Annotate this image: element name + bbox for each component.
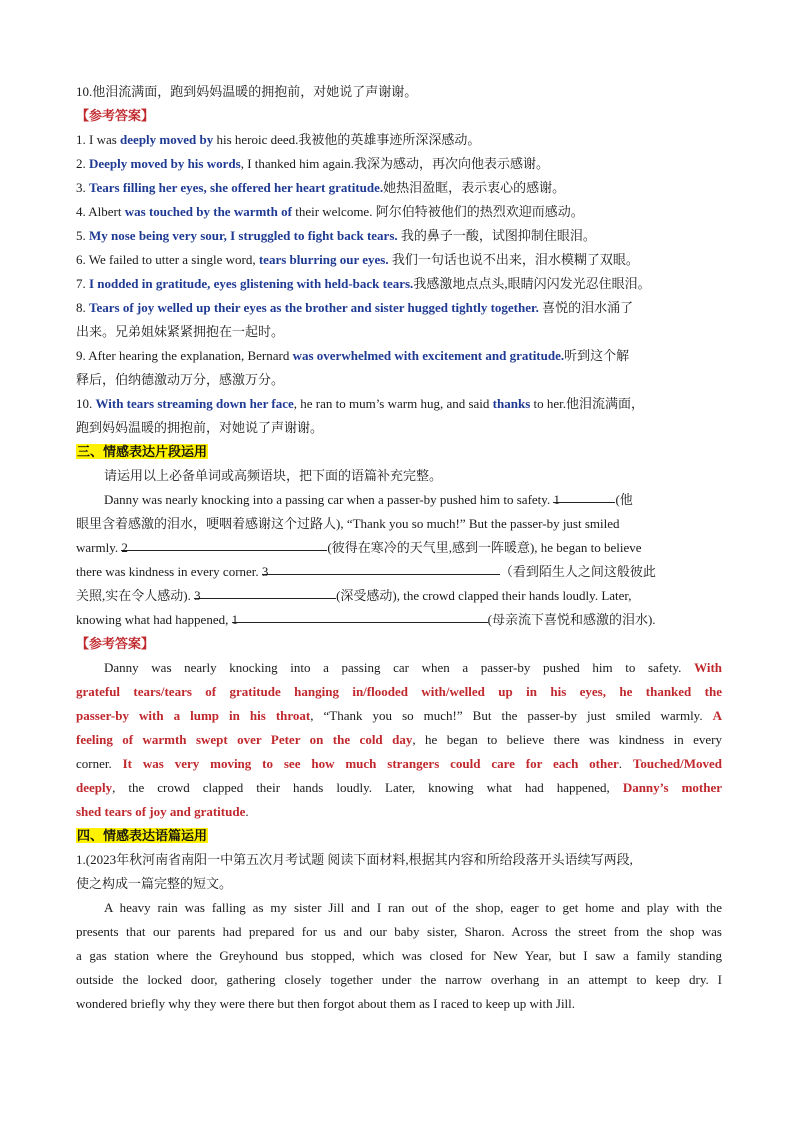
section-3-instruction: 请运用以上必备单词或高频语块，把下面的语篇补充完整。 xyxy=(104,468,443,483)
answer-4: 4. Albert was touched by the warmth of their welcome. 阿尔伯特被他们的热烈欢迎而感动。 xyxy=(76,204,584,219)
passage-line-6: knowing what had happened, 1 (母亲流下喜悦和感激的泪水). xyxy=(76,608,722,632)
passage-line-2: 眼里含着感激的泪水，哽咽着感谢这个过路人), “Thank you so much!” But the passer-by just smiled xyxy=(76,516,620,531)
answer-8-cont: 出来。兄弟姐妹紧紧拥抱在一起时。 xyxy=(76,324,285,339)
answer-passage-7: shed tears of joy and gratitude. xyxy=(76,804,249,819)
answer-6: 6. We failed to utter a single word, tears blurring our eyes. 我们一句话也说不出来，泪水模糊了双眼。 xyxy=(76,252,639,267)
passage-line-4: there was kindness in every corner. 3 （看到陌生人之间这般彼此 xyxy=(76,560,722,584)
answer-9: 9. After hearing the explanation, Bernard was overwhelmed with excitement and gratitude.听到这个解 xyxy=(76,348,630,363)
story-line-5: wondered briefly why they were there but then forgot about them as I raced to keep up with Jill. xyxy=(76,996,576,1011)
passage-line-5: 关照,实在令人感动). 3 (深受感动), the crowd clapped their hands loudly. Later, xyxy=(76,584,722,608)
story-line-3: a gas station where the Greyhound bus stopped, which was closed for New Year, but I saw a family standing xyxy=(76,948,722,963)
answer-passage-4: feeling of warmth swept over Peter on the cold day, he began to believe there was kindness in every xyxy=(76,732,723,747)
section-4-question-1: 1.(2023年秋河南省南阳一中第五次月考试题 阅读下面材料,根据其内容和所给段落开头语续写两段, xyxy=(76,852,633,867)
answer-8: 8. Tears of joy welled up their eyes as the brother and sister hugged tightly together. 喜悦的泪水涌了 xyxy=(76,300,634,315)
section-4-question-2: 使之构成一篇完整的短文。 xyxy=(76,876,233,891)
section-3-answer-header: 【参考答案】 xyxy=(76,636,155,651)
answer-passage-3: passer-by with a lump in his throat, “Thank you so much!” But the passer-by just smiled warmly. A xyxy=(76,708,723,723)
passage-line-3: warmly. 2 (彼得在寒冷的天气里,感到一阵暖意), he began to believe xyxy=(76,536,722,560)
item-10-chinese: 10.他泪流满面，跑到妈妈温暖的拥抱前，对她说了声谢谢。 xyxy=(76,84,418,99)
reference-answer-header: 【参考答案】 xyxy=(76,108,155,123)
answer-passage-2: grateful tears/tears of gratitude hanging in/flooded with/welled up in his eyes, he thanked the xyxy=(76,684,722,699)
answer-7: 7. I nodded in gratitude, eyes glistening with held-back tears.我感激地点点头,眼睛闪闪发光忍住眼泪。 xyxy=(76,276,651,291)
answer-9-cont: 释后，伯纳德激动万分，感激万分。 xyxy=(76,372,285,387)
answer-3: 3. Tears filling her eyes, she offered her heart gratitude.她热泪盈眶，表示衷心的感谢。 xyxy=(76,180,566,195)
answer-passage-1: Danny was nearly knocking into a passing car when a passer-by pushed him to safety. With xyxy=(104,660,722,675)
answer-10: 10. With tears streaming down her face, he ran to mum’s warm hug, and said thanks to her.他泪流满面， xyxy=(76,396,644,411)
story-line-2: presents that our parents had prepared for us and our baby sister, Sharon. Across the street from the shop was xyxy=(76,924,722,939)
passage-line-1: Danny was nearly knocking into a passing car when a passer-by pushed him to safety. 1 (他 xyxy=(104,488,722,512)
answer-1: 1. I was deeply moved by his heroic deed.我被他的英雄事迹所深深感动。 xyxy=(76,132,481,147)
blank-3[interactable]: 3 xyxy=(262,560,500,575)
answer-5: 5. My nose being very sour, I struggled to fight back tears. 我的鼻子一酸，试图抑制住眼泪。 xyxy=(76,228,596,243)
section-4-title: 四、情感表达语篇运用 xyxy=(77,828,208,843)
blank-1[interactable]: 1 xyxy=(553,488,615,503)
blank-5[interactable]: 1 xyxy=(232,608,488,623)
section-3-title: 三、情感表达片段运用 xyxy=(77,444,208,459)
answer-2: 2. Deeply moved by his words, I thanked him again.我深为感动，再次向他表示感谢。 xyxy=(76,156,550,171)
answer-10-cont: 跑到妈妈温暖的拥抱前，对她说了声谢谢。 xyxy=(76,420,324,435)
answer-passage-6: deeply, the crowd clapped their hands loudly. Later, knowing what had happened, Danny’s mother xyxy=(76,780,723,795)
story-line-4: outside the locked door, gathering closely together under the narrow overhang in an attempt to keep dry. I xyxy=(76,972,722,987)
answer-passage-5: corner. It was very moving to see how much strangers could care for each other. Touched/Moved xyxy=(76,756,722,771)
story-line-1: A heavy rain was falling as my sister Jill and I ran out of the shop, eager to get home and play with the xyxy=(104,900,722,915)
blank-2[interactable]: 2 xyxy=(121,536,327,551)
blank-4[interactable]: 3 xyxy=(194,584,336,599)
